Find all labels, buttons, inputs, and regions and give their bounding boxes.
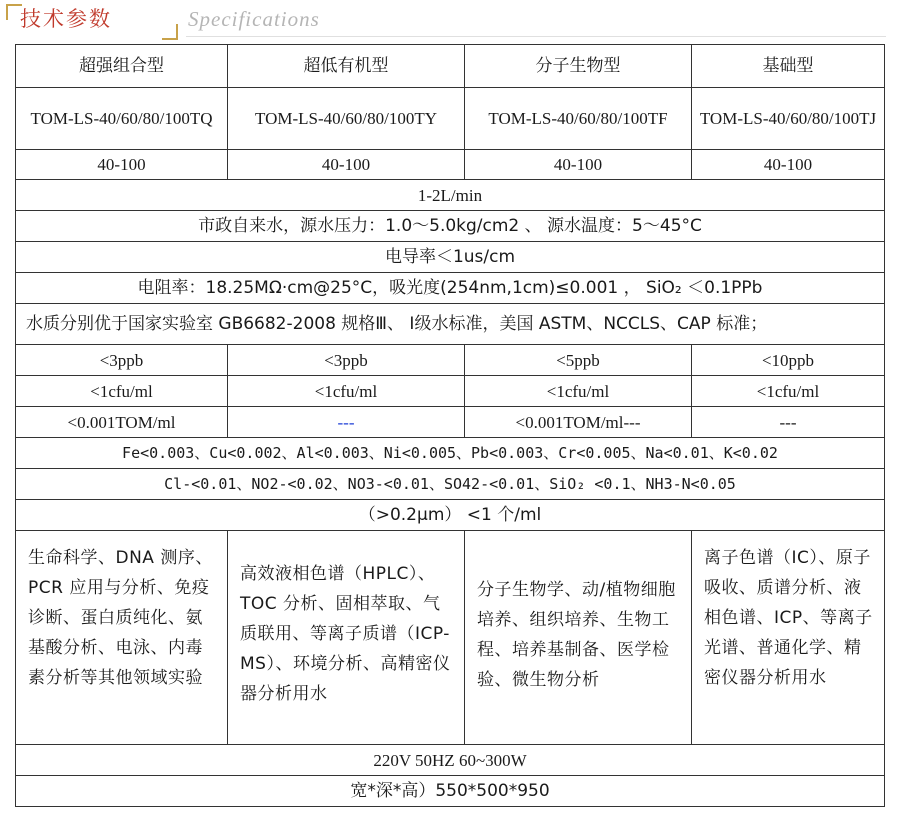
model-code: TOM-LS-40/60/80/100TQ	[16, 88, 228, 150]
output-value: 40-100	[465, 150, 692, 180]
source-water-row	[16, 211, 885, 242]
toc-value: <3ppb	[228, 345, 465, 376]
power-row	[16, 745, 885, 776]
endotoxin-value: ---	[692, 407, 885, 438]
section-title: 技术参数	[20, 7, 112, 31]
conductivity-value: 电导率＜1us/cm	[16, 242, 885, 273]
application-text: 分子生物学、动/植物细胞培养、组织培养、生物工程、培养基制备、医学检验、微生物分析	[465, 531, 692, 745]
model-code: TOM-LS-40/60/80/100TF	[465, 88, 692, 150]
output-value: 40-100	[692, 150, 885, 180]
model-code: TOM-LS-40/60/80/100TY	[228, 88, 465, 150]
flow-value: 1-2L/min	[16, 180, 885, 211]
applications-row	[16, 531, 885, 745]
endotoxin-value: <0.001TOM/ml---	[465, 407, 692, 438]
endotoxin-value: <0.001TOM/ml	[16, 407, 228, 438]
model-code: TOM-LS-40/60/80/100TJ	[692, 88, 885, 150]
application-text: 离子色谱（IC）、原子吸收、质谱分析、液相色谱、ICP、等离子光谱、普通化学、精密仪器分析用水	[692, 531, 885, 745]
resistivity-value: 电阻率：18.25MΩ·cm@25°C，吸光度(254nm,1cm)≤0.001 ， SiO₂ ＜0.1PPb	[16, 273, 885, 304]
model-code-row	[16, 88, 885, 150]
header-divider	[186, 36, 886, 37]
metals-row	[16, 438, 885, 469]
dimensions-value: 宽*深*高）550*500*950	[16, 776, 885, 807]
output-row	[16, 150, 885, 180]
endotoxin-row	[16, 407, 885, 438]
endotoxin-value: ---	[228, 407, 465, 438]
particles-row	[16, 500, 885, 531]
toc-row	[16, 345, 885, 376]
anions-value: Cl-<0.01、NO2-<0.02、NO3-<0.01、SO42-<0.01、SiO₂ <0.1、NH3-N<0.05	[16, 469, 885, 500]
model-name: 分子生物型	[465, 45, 692, 88]
toc-value: <3ppb	[16, 345, 228, 376]
toc-value: <5ppb	[465, 345, 692, 376]
source-water-value: 市政自来水，源水压力：1.0～5.0kg/cm2 、 源水温度：5～45°C	[16, 211, 885, 242]
output-value: 40-100	[16, 150, 228, 180]
output-value: 40-100	[228, 150, 465, 180]
conductivity-row	[16, 242, 885, 273]
bacteria-value: <1cfu/ml	[16, 376, 228, 407]
resistivity-row	[16, 273, 885, 304]
section-subtitle: Specifications	[188, 7, 320, 31]
toc-value: <10ppb	[692, 345, 885, 376]
model-name: 超低有机型	[228, 45, 465, 88]
model-name-row	[16, 45, 885, 88]
standards-value: 水质分别优于国家实验室 GB6682-2008 规格Ⅲ、 Ⅰ级水标准，美国 ASTM、NCCLS、CAP 标准；	[16, 304, 885, 345]
bacteria-value: <1cfu/ml	[692, 376, 885, 407]
flow-row	[16, 180, 885, 211]
anions-row	[16, 469, 885, 500]
bacteria-value: <1cfu/ml	[228, 376, 465, 407]
section-header	[0, 0, 900, 42]
corner-ornament-bottom-right	[162, 24, 178, 40]
model-name: 基础型	[692, 45, 885, 88]
spec-table	[15, 44, 885, 807]
bacteria-row	[16, 376, 885, 407]
application-text: 生命科学、DNA 测序、PCR 应用与分析、免疫诊断、蛋白质纯化、氨基酸分析、电泳、内毒素分析等其他领域实验	[16, 531, 228, 745]
particles-value: （>0.2μm） <1 个/ml	[16, 500, 885, 531]
application-text: 高效液相色谱（HPLC）、TOC 分析、固相萃取、气质联用、等离子质谱（ICP-MS）、环境分析、高精密仪器分析用水	[228, 531, 465, 745]
model-name: 超强组合型	[16, 45, 228, 88]
power-value: 220V 50HZ 60~300W	[16, 745, 885, 776]
metals-value: Fe<0.003、Cu<0.002、Al<0.003、Ni<0.005、Pb<0.003、Cr<0.005、Na<0.01、K<0.02	[16, 438, 885, 469]
standards-row	[16, 304, 885, 345]
bacteria-value: <1cfu/ml	[465, 376, 692, 407]
dimensions-row	[16, 776, 885, 807]
